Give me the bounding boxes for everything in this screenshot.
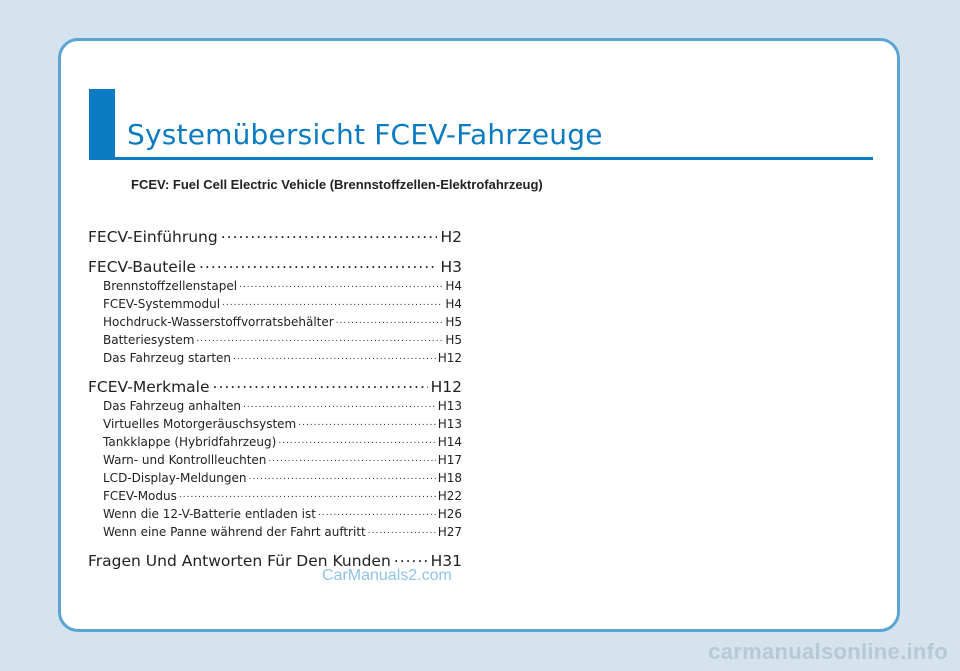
footer-watermark: carmanualsonline.info (708, 639, 948, 664)
toc-entry-label: FCEV-Systemmodul (103, 297, 221, 311)
toc-entry[interactable] (88, 525, 462, 539)
toc-entry-page: H31 (430, 551, 462, 570)
toc-entry-label: Brennstoffzellenstapel (103, 279, 238, 293)
toc-entry[interactable] (88, 489, 462, 503)
toc-entry[interactable] (88, 297, 462, 311)
toc-entry[interactable] (88, 417, 462, 431)
toc-leader-dots (196, 335, 443, 344)
toc-leader-dots (394, 550, 428, 566)
page-subtitle: FCEV: Fuel Cell Electric Vehicle (Brennstoffzellen-Elektrofahrzeug) (131, 177, 543, 192)
toc-leader-dots (336, 317, 444, 326)
toc-entry-page: H13 (437, 417, 462, 431)
title-underline (115, 157, 873, 160)
toc-entry-page: H13 (437, 399, 462, 413)
toc-leader-dots (268, 455, 435, 464)
toc-entry[interactable] (88, 256, 462, 276)
toc-entry-label: FCEV-Modus (103, 489, 177, 503)
toc-entry-page: H27 (437, 525, 462, 539)
toc-entry-page: H4 (445, 279, 462, 293)
toc-entry-label: Wenn die 12-V-Batterie entladen ist (103, 507, 316, 521)
toc-entry[interactable] (88, 333, 462, 347)
toc-leader-dots (233, 353, 436, 362)
toc-entry-label: Batteriesystem (103, 333, 195, 347)
toc-entry-label: Das Fahrzeug starten (103, 351, 232, 365)
toc-entry[interactable] (88, 315, 462, 329)
toc-entry-label: Wenn eine Panne während der Fahrt auftritt (103, 525, 366, 539)
toc-entry-label: FECV-Bauteile (88, 257, 196, 276)
toc-entry-page: H14 (437, 435, 462, 449)
toc-leader-dots (318, 509, 436, 518)
toc-entry-label: Tankklappe (Hybridfahrzeug) (103, 435, 277, 449)
toc-entry-label: Das Fahrzeug anhalten (103, 399, 242, 413)
toc-entry-label: Hochdruck-Wasserstoffvorratsbehälter (103, 315, 334, 329)
toc-entry-label: FECV-Einführung (88, 227, 218, 246)
toc-entry-label: FCEV-Merkmale (88, 377, 210, 396)
toc-leader-dots (221, 226, 438, 242)
site-watermark: CarManuals2.com (322, 567, 452, 584)
toc-leader-dots (179, 491, 436, 500)
toc-entry-page: H4 (445, 297, 462, 311)
toc-leader-dots (278, 437, 435, 446)
toc-entry-page: H2 (440, 227, 462, 246)
toc-entry[interactable] (88, 399, 462, 413)
toc-leader-dots (243, 401, 436, 410)
toc-entry-page: H22 (437, 489, 462, 503)
toc-entry-page: H12 (437, 351, 462, 365)
toc-leader-dots (298, 419, 435, 428)
toc-leader-dots (239, 281, 443, 290)
toc-entry-label: Warn- und Kontrollleuchten (103, 453, 267, 467)
toc-entry[interactable] (88, 507, 462, 521)
toc-entry[interactable] (88, 226, 462, 246)
toc-leader-dots (213, 376, 428, 392)
page-title: Systemübersicht FCEV-Fahrzeuge (127, 118, 603, 151)
toc-entry[interactable] (88, 435, 462, 449)
toc-entry-page: H17 (437, 453, 462, 467)
toc-entry[interactable] (88, 471, 462, 485)
toc-leader-dots (249, 473, 436, 482)
toc-entry[interactable] (88, 351, 462, 365)
toc-entry[interactable] (88, 453, 462, 467)
toc-entry[interactable] (88, 279, 462, 293)
toc-entry-label: Virtuelles Motorgeräuschsystem (103, 417, 297, 431)
toc-entry-page: H3 (440, 257, 462, 276)
toc-leader-dots (222, 299, 443, 308)
toc-entry-page: H12 (430, 377, 462, 396)
title-accent-bar (89, 89, 115, 160)
toc-entry-label: Fragen Und Antworten Für Den Kunden (88, 551, 391, 570)
toc-entry[interactable] (88, 376, 462, 396)
toc-leader-dots (368, 527, 436, 536)
toc-entry-page: H5 (445, 333, 462, 347)
toc-entry-page: H26 (437, 507, 462, 521)
toc-entry-page: H5 (445, 315, 462, 329)
toc-leader-dots (199, 256, 437, 272)
toc-entry-page: H18 (437, 471, 462, 485)
toc-entry-label: LCD-Display-Meldungen (103, 471, 247, 485)
